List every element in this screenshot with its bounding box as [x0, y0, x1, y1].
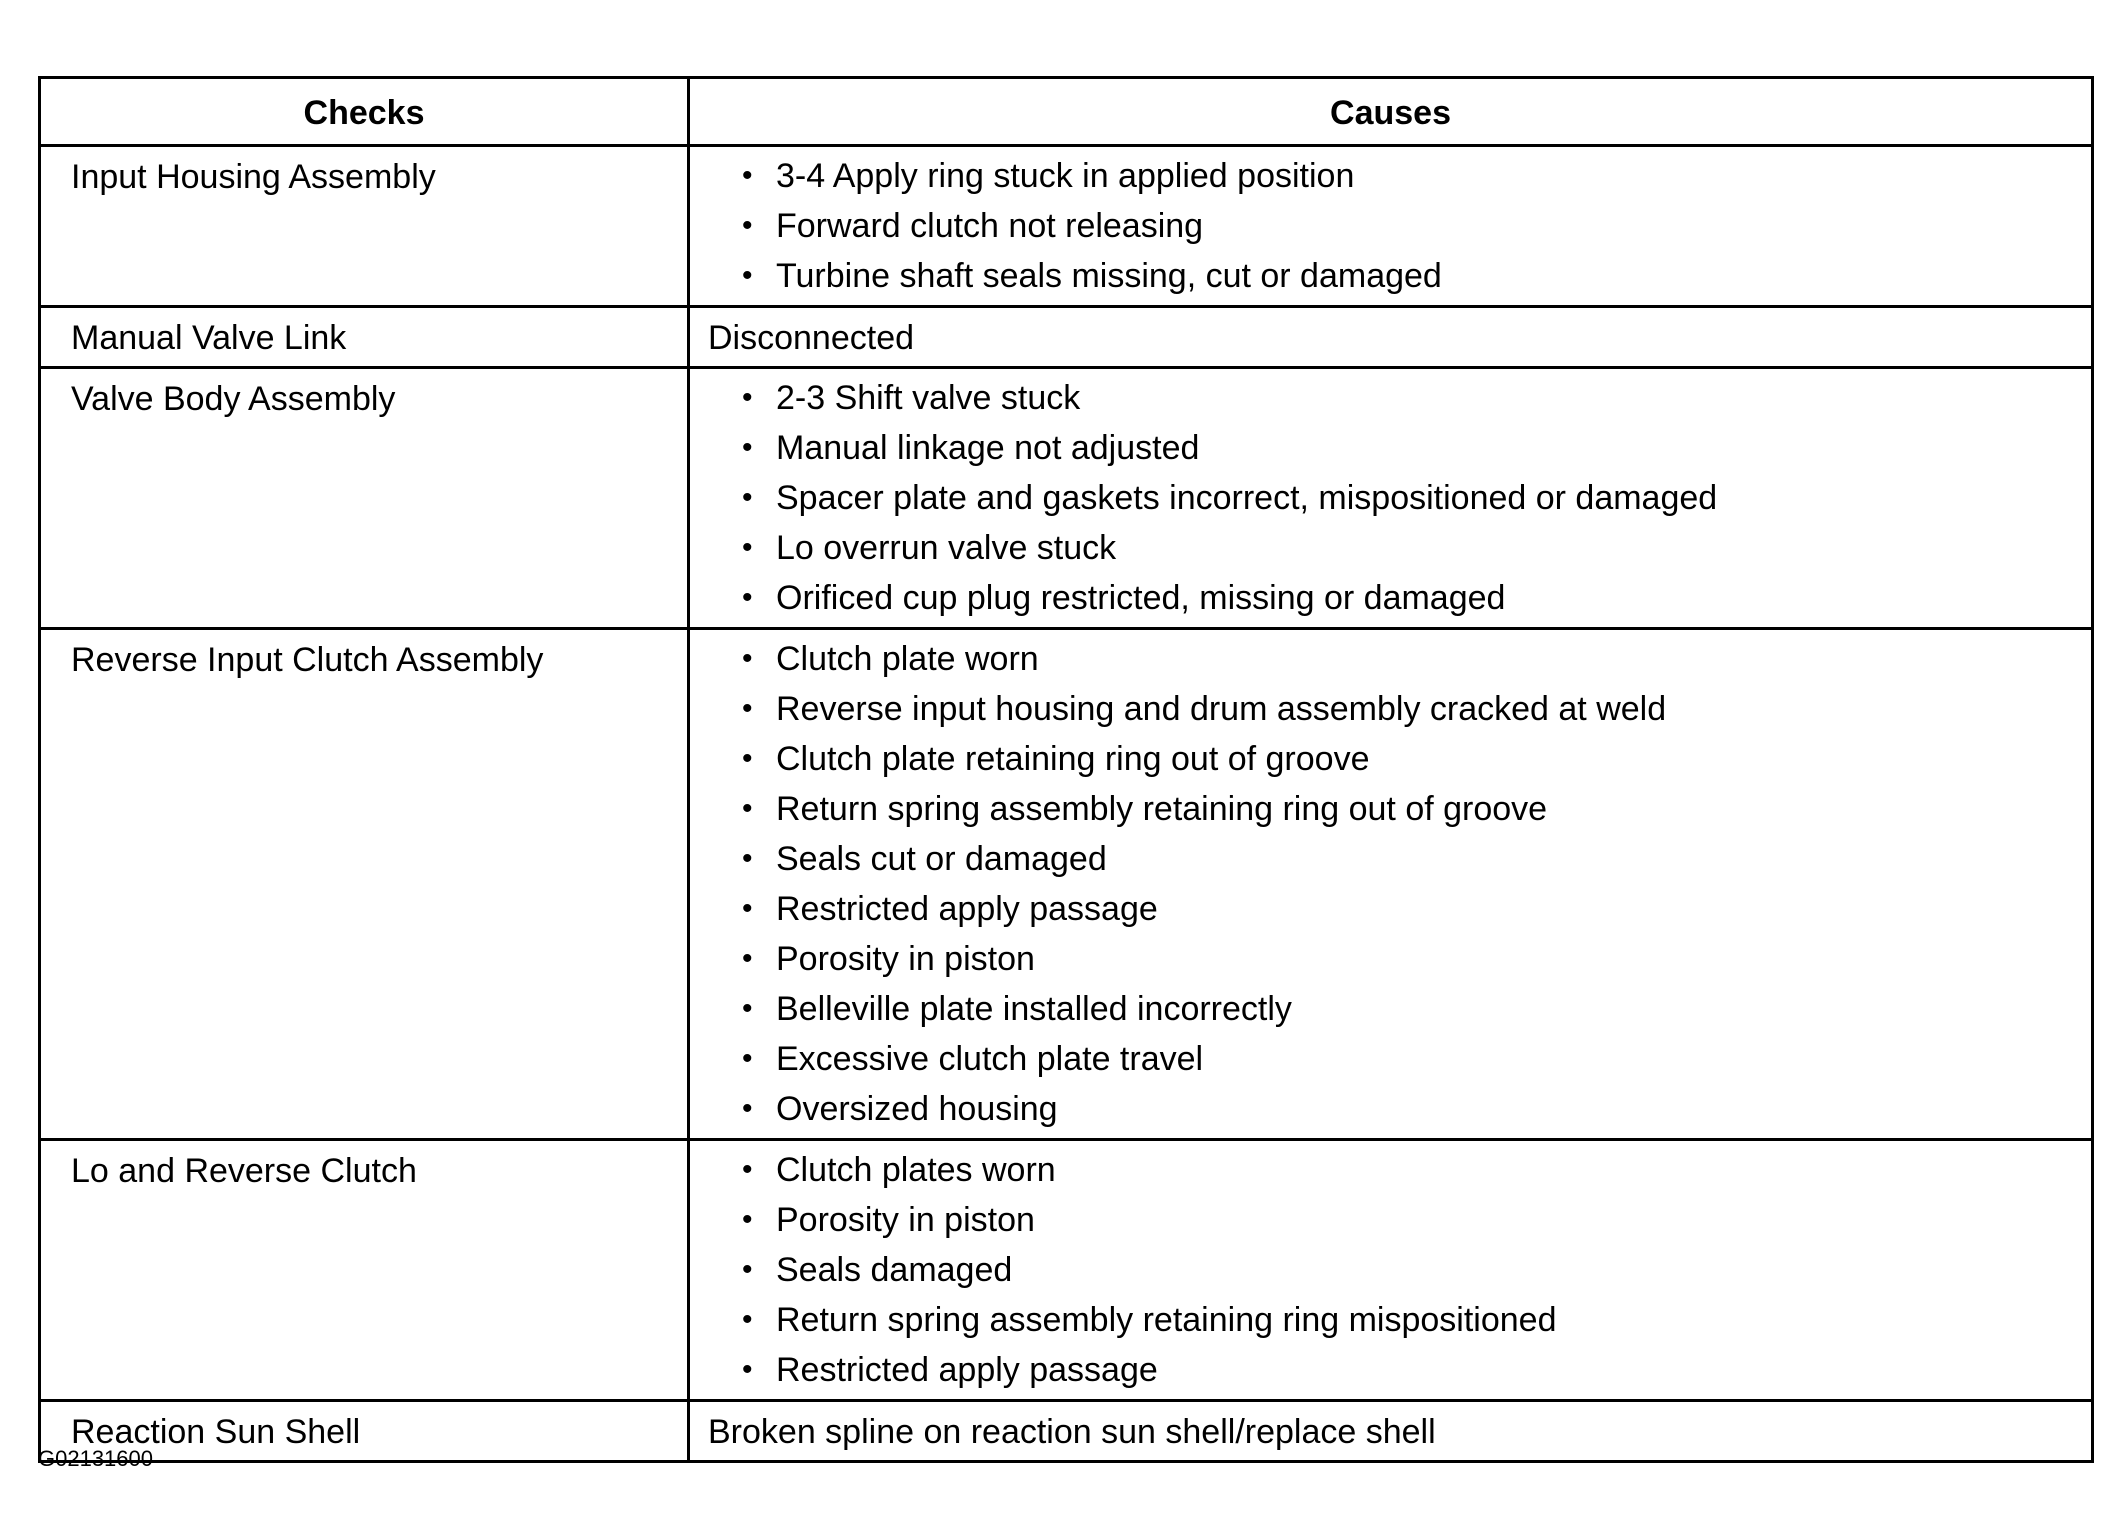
cause-text: Lo overrun valve stuck: [776, 529, 1117, 567]
cause-item: [690, 1245, 2091, 1295]
cause-text: Spacer plate and gaskets incorrect, mispositioned or damaged: [776, 479, 1718, 517]
cause-item: [690, 473, 2091, 523]
cause-item: [690, 834, 2091, 884]
bullet-icon: •: [742, 159, 753, 192]
cause-item: [690, 201, 2091, 251]
cause-text: Manual linkage not adjusted: [776, 429, 1200, 467]
bullet-icon: •: [742, 531, 753, 564]
bullet-icon: •: [742, 259, 753, 292]
cause-text: Porosity in piston: [776, 1201, 1035, 1239]
check-cell: Lo and Reverse Clutch: [40, 1140, 689, 1401]
cause-item: [690, 934, 2091, 984]
cause-item: [690, 784, 2091, 834]
table-row: [40, 368, 2093, 629]
table-row: [40, 1140, 2093, 1401]
cause-list: [690, 147, 2091, 305]
causes-cell: [689, 629, 2093, 1140]
cause-item: [690, 734, 2091, 784]
check-cell: Manual Valve Link: [40, 307, 689, 368]
bullet-icon: •: [742, 481, 753, 514]
bullet-icon: •: [742, 209, 753, 242]
cause-text: Clutch plates worn: [776, 1151, 1056, 1189]
cause-text: Orificed cup plug restricted, missing or damaged: [776, 579, 1506, 617]
cause-text: Clutch plate retaining ring out of groove: [776, 740, 1370, 778]
cause-item: [690, 573, 2091, 623]
bullet-icon: •: [742, 1353, 753, 1386]
cause-item: [690, 1345, 2091, 1395]
cause-list: [690, 369, 2091, 627]
cause-text: 2-3 Shift valve stuck: [776, 379, 1081, 417]
cause-item: [690, 1295, 2091, 1345]
bullet-icon: •: [742, 842, 753, 875]
cause-text: Restricted apply passage: [776, 1351, 1158, 1389]
cause-text: Belleville plate installed incorrectly: [776, 990, 1292, 1028]
bullet-icon: •: [742, 1203, 753, 1236]
cause-text: 3-4 Apply ring stuck in applied position: [776, 157, 1355, 195]
bullet-icon: •: [742, 892, 753, 925]
cause-text: Oversized housing: [776, 1090, 1058, 1128]
cause-text: Return spring assembly retaining ring mispositioned: [776, 1301, 1557, 1339]
cause-text: Seals cut or damaged: [776, 840, 1107, 878]
bullet-icon: •: [742, 942, 753, 975]
bullet-icon: •: [742, 742, 753, 775]
check-cell: Reverse Input Clutch Assembly: [40, 629, 689, 1140]
cause-item: [690, 423, 2091, 473]
cause-text: Clutch plate worn: [776, 640, 1039, 678]
causes-cell: [689, 1140, 2093, 1401]
table-row: [40, 629, 2093, 1140]
bullet-icon: •: [742, 581, 753, 614]
cause-item: [690, 984, 2091, 1034]
bullet-icon: •: [742, 1042, 753, 1075]
cause-text: Return spring assembly retaining ring out of groove: [776, 790, 1548, 828]
checks-header: Checks: [40, 78, 689, 146]
check-cell: Input Housing Assembly: [40, 146, 689, 307]
cause-item: [690, 884, 2091, 934]
bullet-icon: •: [742, 381, 753, 414]
causes-cell: [689, 146, 2093, 307]
cause-text: Porosity in piston: [776, 940, 1035, 978]
cause-item: [690, 684, 2091, 734]
cause-text: Reverse input housing and drum assembly cracked at weld: [776, 690, 1667, 728]
table-body: [40, 146, 2093, 1462]
cause-item: [690, 523, 2091, 573]
bullet-icon: •: [742, 1253, 753, 1286]
cause-item: [690, 634, 2091, 684]
bullet-icon: •: [742, 992, 753, 1025]
cause-list: [690, 630, 2091, 1138]
cause-text: Restricted apply passage: [776, 890, 1158, 928]
cause-item: [690, 1034, 2091, 1084]
check-cell: Valve Body Assembly: [40, 368, 689, 629]
bullet-icon: •: [742, 642, 753, 675]
check-cell: Reaction Sun Shell: [40, 1401, 689, 1462]
bullet-icon: •: [742, 431, 753, 464]
diagnosis-table: [38, 76, 2094, 1463]
table-row: [40, 307, 2093, 368]
cause-text: Forward clutch not releasing: [776, 207, 1204, 245]
causes-cell: Broken spline on reaction sun shell/replace shell: [689, 1401, 2093, 1462]
causes-cell: [689, 368, 2093, 629]
bullet-icon: •: [742, 792, 753, 825]
cause-text: Seals damaged: [776, 1251, 1013, 1289]
cause-list: [690, 1141, 2091, 1399]
cause-item: [690, 373, 2091, 423]
table-row: [40, 1401, 2093, 1462]
causes-cell: Disconnected: [689, 307, 2093, 368]
bullet-icon: •: [742, 1303, 753, 1336]
cause-item: [690, 251, 2091, 301]
bullet-icon: •: [742, 692, 753, 725]
cause-item: [690, 1084, 2091, 1134]
bullet-icon: •: [742, 1153, 753, 1186]
figure-id: G02131600: [38, 1446, 153, 1471]
bullet-icon: •: [742, 1092, 753, 1125]
cause-text: Excessive clutch plate travel: [776, 1040, 1204, 1078]
table-row: [40, 146, 2093, 307]
cause-item: [690, 1195, 2091, 1245]
header-row: [40, 78, 2093, 146]
cause-item: [690, 151, 2091, 201]
cause-item: [690, 1145, 2091, 1195]
cause-text: Turbine shaft seals missing, cut or damaged: [776, 257, 1442, 295]
causes-header: Causes: [689, 78, 2093, 146]
